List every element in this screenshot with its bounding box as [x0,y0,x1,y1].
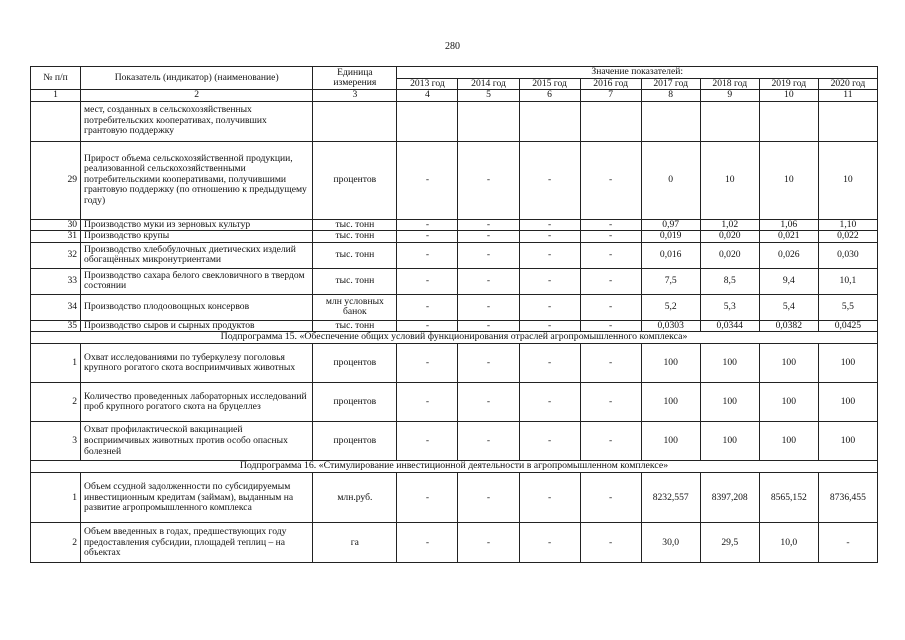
value-cell: 10,0 [759,523,818,563]
value-cell: 100 [759,383,818,422]
value-cell: 0,97 [641,219,700,231]
value-cell: - [580,219,641,231]
value-cell: 0,020 [700,242,759,268]
value-cell: 8736,455 [818,473,877,523]
value-cell: - [458,320,519,332]
value-cell: - [397,344,458,383]
header-year: 2019 год [759,78,818,90]
table-body-part-3 [31,473,878,563]
col-number: 5 [458,90,519,102]
value-cell: 5,3 [700,294,759,320]
column-numbers-row [31,90,878,102]
row-number: 1 [31,344,81,383]
unit-cell: процентов [313,344,397,383]
value-cell: - [818,523,877,563]
value-cell: 0,021 [759,231,818,243]
value-cell: 9,4 [759,268,818,294]
value-cell: 0,0425 [818,320,877,332]
value-cell: 0,0382 [759,320,818,332]
value-cell: - [519,141,580,219]
col-number: 2 [81,90,313,102]
value-cell: 7,5 [641,268,700,294]
value-cell: 0,030 [818,242,877,268]
indicator-name: Производство сахара белого свекловичного в твердом состоянии [81,268,313,294]
value-cell: - [397,320,458,332]
value-cell: 5,4 [759,294,818,320]
unit-cell: тыс. тонн [313,320,397,332]
header-year: 2015 год [519,78,580,90]
col-number: 4 [397,90,458,102]
value-cell [519,101,580,141]
value-cell: 0,019 [641,231,700,243]
unit-cell: процентов [313,141,397,219]
col-number: 11 [818,90,877,102]
value-cell: - [397,141,458,219]
unit-cell: процентов [313,383,397,422]
value-cell [700,101,759,141]
value-cell: - [397,268,458,294]
value-cell: - [580,242,641,268]
value-cell [818,101,877,141]
value-cell: 100 [759,422,818,461]
value-cell: - [458,422,519,461]
value-cell: - [519,473,580,523]
value-cell: - [397,473,458,523]
value-cell: - [397,422,458,461]
unit-cell: млн условных банок [313,294,397,320]
value-cell: 100 [818,422,877,461]
row-number: 30 [31,219,81,231]
table-header [31,67,878,102]
value-cell: 0,0303 [641,320,700,332]
value-cell: - [458,231,519,243]
table-row [31,268,878,294]
value-cell: - [519,344,580,383]
value-cell: - [519,523,580,563]
value-cell: - [519,383,580,422]
value-cell: 10,1 [818,268,877,294]
indicator-name: Охват исследованиями по туберкулезу поголовья крупного рогатого скота восприимчивых животных [81,344,313,383]
indicator-name: Охват профилактической вакцинацией восприимчивых животных против особо опасных болезней [81,422,313,461]
value-cell: 1,06 [759,219,818,231]
table-row [31,344,878,383]
unit-cell: га [313,523,397,563]
row-number: 34 [31,294,81,320]
value-cell: - [580,344,641,383]
unit-cell [313,101,397,141]
value-cell: - [580,141,641,219]
value-cell: - [458,473,519,523]
value-cell: 8232,557 [641,473,700,523]
col-number: 7 [580,90,641,102]
table-row [31,141,878,219]
value-cell: - [458,141,519,219]
table-row [31,320,878,332]
value-cell: - [458,294,519,320]
header-year: 2013 год [397,78,458,90]
value-cell: - [519,422,580,461]
table-row [31,219,878,231]
row-number: 3 [31,422,81,461]
indicator-name: Производство сыров и сырных продуктов [81,320,313,332]
col-number: 10 [759,90,818,102]
header-year: 2017 год [641,78,700,90]
header-year: 2020 год [818,78,877,90]
value-cell: 0,016 [641,242,700,268]
value-cell: - [458,268,519,294]
value-cell: 0,022 [818,231,877,243]
indicator-name: Прирост объема сельскохозяйственной продукции, реализованной сельскохозяйственными потребительскими кооперативами, получившими грантовую поддержку (по отношению к предыдущему году) [81,141,313,219]
row-number: 1 [31,473,81,523]
value-cell: 8,5 [700,268,759,294]
value-cell: - [458,219,519,231]
value-cell: 100 [641,344,700,383]
value-cell: 100 [818,383,877,422]
table-row [31,422,878,461]
value-cell [580,101,641,141]
header-num: № п/п [31,67,81,90]
value-cell: 100 [700,422,759,461]
indicator-name: Объем ссудной задолженности по субсидируемым инвестиционным кредитам (займам), выданным на развитие агропромышленного комплекса [81,473,313,523]
value-cell: 30,0 [641,523,700,563]
value-cell: - [519,320,580,332]
table-row [31,231,878,243]
value-cell: 0 [641,141,700,219]
value-cell: 8565,152 [759,473,818,523]
col-number: 9 [700,90,759,102]
subprogram-16-section [31,461,878,473]
value-cell: - [397,231,458,243]
col-number: 8 [641,90,700,102]
value-cell: - [580,294,641,320]
value-cell: - [458,242,519,268]
row-number: 29 [31,141,81,219]
value-cell: - [397,523,458,563]
table-body-part-1 [31,101,878,332]
value-cell: 10 [759,141,818,219]
indicator-name: мест, созданных в сельскохозяйственных потребительских кооперативах, получивших грантовую поддержку [81,101,313,141]
value-cell: 100 [818,344,877,383]
col-number: 6 [519,90,580,102]
value-cell: - [580,383,641,422]
table-body-part-2 [31,344,878,461]
value-cell: 100 [641,383,700,422]
unit-cell: тыс. тонн [313,268,397,294]
value-cell: - [519,294,580,320]
unit-cell: млн.руб. [313,473,397,523]
value-cell: 10 [700,141,759,219]
unit-cell: тыс. тонн [313,242,397,268]
col-number: 1 [31,90,81,102]
value-cell: 0,026 [759,242,818,268]
col-number: 3 [313,90,397,102]
value-cell: - [397,242,458,268]
subprogram-15-title: Подпрограмма 15. «Обеспечение общих условий функционирования отраслей агропромышленного комплекса» [31,332,878,344]
value-cell: 10 [818,141,877,219]
value-cell: - [580,268,641,294]
indicators-table [30,66,878,563]
value-cell: - [397,294,458,320]
value-cell: - [458,344,519,383]
value-cell: 100 [759,344,818,383]
table-row [31,383,878,422]
header-year: 2014 год [458,78,519,90]
table-row [31,473,878,523]
page-number: 280 [445,41,460,52]
unit-cell: процентов [313,422,397,461]
header-indicator: Показатель (индикатор) (наименование) [81,67,313,90]
header-year: 2018 год [700,78,759,90]
subprogram-16-title: Подпрограмма 16. «Стимулирование инвестиционной деятельности в агропромышленном комплексе» [31,461,878,473]
table-row [31,294,878,320]
value-cell: - [519,268,580,294]
value-cell: - [519,219,580,231]
header-values: Значение показателей: [397,67,878,79]
row-number [31,101,81,141]
row-number: 33 [31,268,81,294]
value-cell: - [397,383,458,422]
value-cell: - [458,523,519,563]
value-cell: - [580,231,641,243]
value-cell: 0,0344 [700,320,759,332]
row-number: 31 [31,231,81,243]
value-cell: - [580,523,641,563]
value-cell: 8397,208 [700,473,759,523]
value-cell: - [580,473,641,523]
value-cell: - [458,383,519,422]
table-row [31,101,878,141]
indicator-name: Производство крупы [81,231,313,243]
value-cell: - [519,231,580,243]
value-cell: - [397,219,458,231]
subprogram-15-section [31,332,878,344]
value-cell: - [580,320,641,332]
value-cell: 0,020 [700,231,759,243]
indicator-name: Производство плодоовощных консервов [81,294,313,320]
value-cell: - [580,422,641,461]
value-cell: 29,5 [700,523,759,563]
row-number: 2 [31,383,81,422]
value-cell: 5,5 [818,294,877,320]
indicator-name: Количество проведенных лабораторных исследований проб крупного рогатого скота на бруцеллез [81,383,313,422]
indicator-name: Производство муки из зерновых культур [81,219,313,231]
value-cell: 100 [700,344,759,383]
table-row [31,523,878,563]
value-cell: 100 [700,383,759,422]
unit-cell: тыс. тонн [313,231,397,243]
value-cell [397,101,458,141]
value-cell: 1,10 [818,219,877,231]
value-cell [759,101,818,141]
indicator-name: Производство хлебобулочных диетических изделий обогащённых микронутриентами [81,242,313,268]
header-year: 2016 год [580,78,641,90]
value-cell: 1,02 [700,219,759,231]
header-unit: Единица измерения [313,67,397,90]
row-number: 35 [31,320,81,332]
row-number: 32 [31,242,81,268]
unit-cell: тыс. тонн [313,219,397,231]
value-cell: 5,2 [641,294,700,320]
value-cell [458,101,519,141]
value-cell [641,101,700,141]
value-cell: 100 [641,422,700,461]
table-row [31,242,878,268]
row-number: 2 [31,523,81,563]
indicator-name: Объем введенных в годах, предшествующих году предоставления субсидии, площадей теплиц – на объектах [81,523,313,563]
value-cell: - [519,242,580,268]
